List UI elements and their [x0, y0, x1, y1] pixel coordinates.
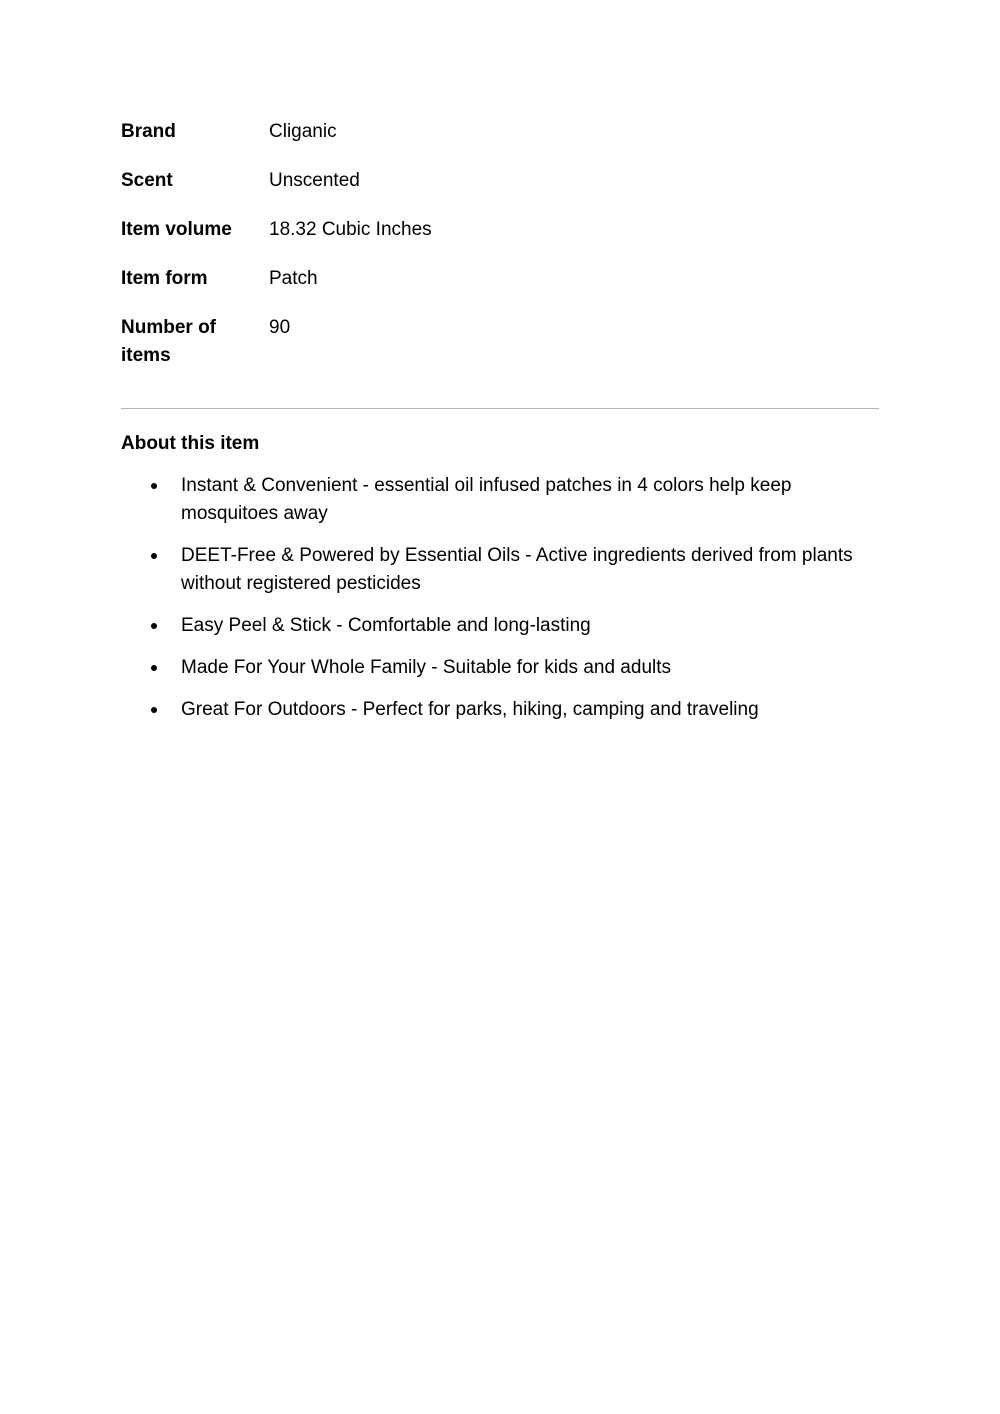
spec-value: Unscented [269, 170, 360, 191]
about-heading: About this item [121, 433, 260, 454]
list-item [121, 542, 879, 598]
product-specs-table [121, 118, 721, 391]
about-bullet-list [121, 472, 879, 738]
bullet-text: Easy Peel & Stick - Comfortable and long-lasting [181, 615, 591, 636]
spec-value: Patch [269, 268, 318, 289]
bullet-text: DEET-Free & Powered by Essential Oils - Active ingredients derived from plants without registered pesticides [181, 545, 853, 594]
spec-label: Item form [121, 268, 208, 289]
spec-row-item-form [121, 265, 721, 293]
list-item [121, 654, 879, 682]
bullet-icon [151, 553, 157, 559]
bullet-icon [151, 707, 157, 713]
bullet-text: Great For Outdoors - Perfect for parks, hiking, camping and traveling [181, 699, 759, 720]
spec-label: Brand [121, 121, 176, 142]
spec-label: Item volume [121, 219, 232, 240]
bullet-text: Made For Your Whole Family - Suitable for kids and adults [181, 657, 672, 678]
spec-label: Number of items [121, 317, 216, 366]
spec-value: Cliganic [269, 121, 337, 142]
list-item [121, 612, 879, 640]
spec-row-number-of-items [121, 314, 721, 370]
list-item [121, 472, 879, 528]
spec-row-item-volume [121, 216, 721, 244]
spec-row-brand [121, 118, 721, 146]
bullet-text: Instant & Convenient - essential oil infused patches in 4 colors help keep mosquitoes away [181, 475, 792, 524]
spec-value: 18.32 Cubic Inches [269, 219, 432, 240]
spec-row-scent [121, 167, 721, 195]
list-item [121, 696, 879, 724]
section-divider [121, 408, 879, 409]
bullet-icon [151, 665, 157, 671]
bullet-icon [151, 623, 157, 629]
spec-value: 90 [269, 317, 291, 338]
spec-label: Scent [121, 170, 173, 191]
bullet-icon [151, 483, 157, 489]
